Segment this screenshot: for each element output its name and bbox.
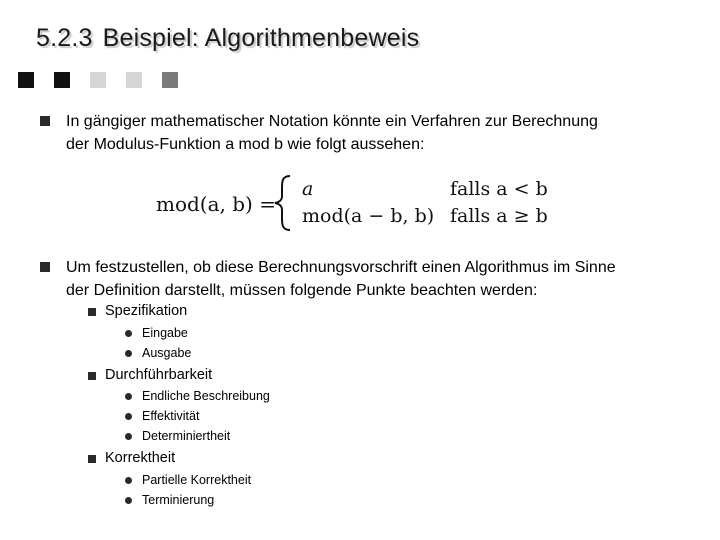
list-item: Determiniertheit: [142, 429, 231, 443]
bullet-dot-icon: [125, 330, 132, 337]
bullet-dot-icon: [125, 497, 132, 504]
case1-expr: a: [302, 178, 314, 200]
bullet-square-small-icon: [88, 455, 96, 463]
list-item: Partielle Korrektheit: [142, 473, 252, 487]
list-item: Eingabe: [142, 326, 188, 340]
nav-square-3: [90, 72, 106, 88]
bullet-dot-icon: [125, 433, 132, 440]
formula-lhs: mod(a, b) =: [156, 192, 276, 216]
bullet-square-small-icon: [88, 308, 96, 316]
bullet-dot-icon: [125, 393, 132, 400]
list-item: Endliche Beschreibung: [142, 389, 270, 403]
case2-cond: falls a ≥ b: [450, 205, 548, 227]
bullet-dot-icon: [125, 477, 132, 484]
korrektheit-label: Korrektheit: [105, 450, 176, 466]
nav-square-5: [162, 72, 178, 88]
left-brace-icon: [275, 176, 290, 230]
list-item: Effektivität: [142, 409, 200, 423]
list-item: Terminierung: [142, 493, 215, 507]
durchfuehrbarkeit-label: Durchführbarkeit: [105, 367, 213, 383]
nav-square-2: [54, 72, 70, 88]
item1-line2: der Modulus-Funktion a mod b wie folgt aussehen:: [66, 136, 425, 153]
item1-line1: In gängiger mathematischer Notation könnte ein Verfahren zur Berechnung: [66, 113, 598, 130]
item2-line1: Um festzustellen, ob diese Berechnungsvorschrift einen Algorithmus im Sinne: [66, 259, 616, 276]
bullet-square-icon: [40, 262, 50, 272]
section-number: 5.2.3: [36, 24, 93, 52]
formula-box: [152, 168, 564, 236]
spezifikation-label: Spezifikation: [105, 303, 188, 319]
nav-square-1: [18, 72, 34, 88]
bullet-square-small-icon: [88, 372, 96, 380]
nav-square-4: [126, 72, 142, 88]
case2-expr: mod(a − b, b): [302, 205, 435, 227]
item2-line2: der Definition darstellt, müssen folgende Punkte beachten werden:: [66, 282, 538, 299]
list-item: Ausgabe: [142, 346, 192, 360]
title-text: Beispiel: Algorithmenbeweis: [102, 24, 420, 52]
bullet-dot-icon: [125, 350, 132, 357]
bullet-square-icon: [40, 116, 50, 126]
case1-cond: falls a < b: [450, 178, 548, 200]
bullet-dot-icon: [125, 413, 132, 420]
page-title: [36, 24, 419, 53]
